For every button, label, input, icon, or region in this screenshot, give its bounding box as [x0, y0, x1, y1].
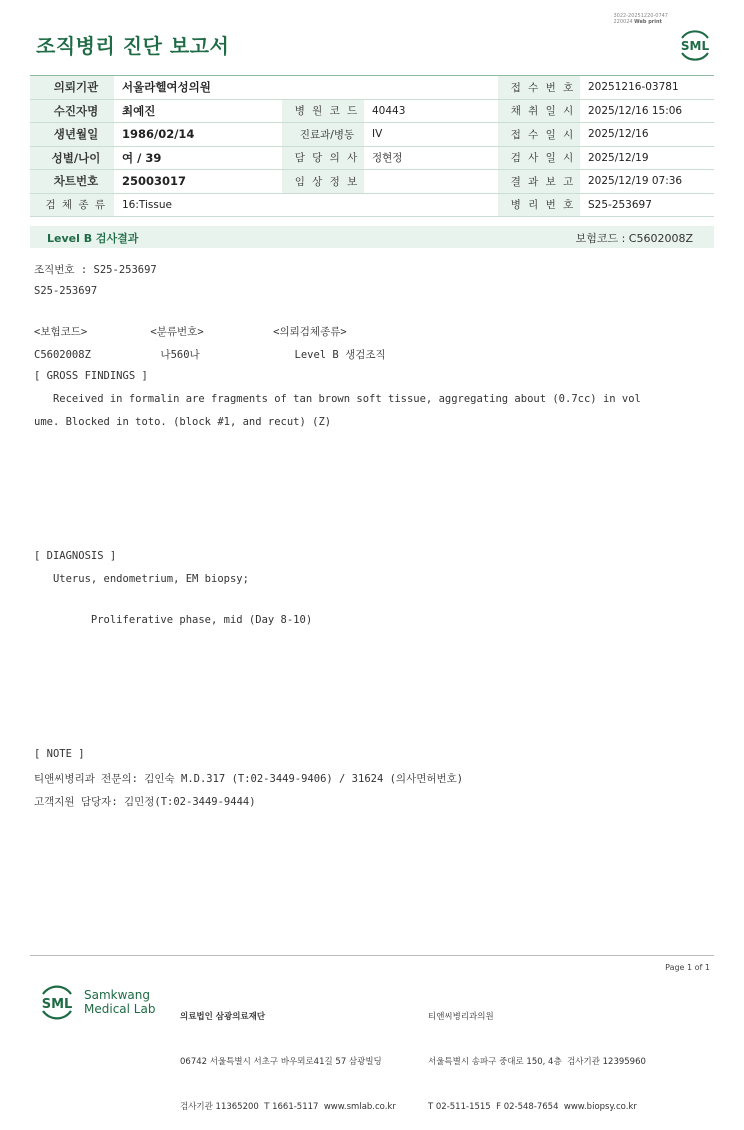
- accept-no-value: 20251216-03781: [580, 76, 714, 100]
- tissue-no-repeat: S25-253697: [34, 285, 98, 297]
- dob-label: 생년월일: [30, 123, 114, 147]
- insurance-code: 보험코드 : C5602008Z: [575, 232, 693, 245]
- result-value: 2025/12/19 07:36: [580, 170, 714, 194]
- info-row: [30, 123, 714, 147]
- chart-label: 차트번호: [30, 170, 114, 194]
- accept-no-label: 접 수 번 호: [498, 76, 580, 100]
- path-no-label: 병 리 번 호: [498, 193, 580, 217]
- sex-age-value: 여 / 39: [114, 146, 282, 170]
- dob-value: 1986/02/14: [114, 123, 282, 147]
- footer-clinic-info: [428, 980, 646, 1130]
- hosp-code-value: 40443: [364, 99, 498, 123]
- specimen-label: 검 체 종 류: [30, 193, 114, 217]
- codes-header: <보험코드> <분류번호> <의뢰검체종류>: [34, 326, 347, 338]
- clinical-value: [364, 170, 498, 194]
- patient-value: 최예진: [114, 99, 282, 123]
- report-title: 조직병리 진단 보고서: [36, 34, 230, 58]
- result-section-header: [30, 226, 714, 248]
- req-org-value: 서울라헬여성의원: [114, 76, 498, 100]
- test-date-value: 2025/12/19: [580, 146, 714, 170]
- sml-footer-logo-icon: [36, 980, 78, 1024]
- test-date-label: 검 사 일 시: [498, 146, 580, 170]
- doctor-label: 담 당 의 사: [282, 146, 364, 170]
- sex-age-label: 성별/나이: [30, 146, 114, 170]
- diagnosis-title: [ DIAGNOSIS ]: [34, 550, 117, 562]
- note-pathologist: 티앤씨병리과 전문의: 김인숙 M.D.317 (T:02-3449-9406) / 31624 (의사면허번호): [34, 773, 464, 785]
- clinical-label: 임 상 정 보: [282, 170, 364, 194]
- dept-value: IV: [364, 123, 498, 147]
- gross-title: [ GROSS FINDINGS ]: [34, 370, 148, 382]
- clinic-name: 티앤씨병리과의원: [428, 1012, 494, 1022]
- tissue-no-line: 조직번호 : S25-253697: [34, 264, 157, 276]
- section-title: Level B 검사결과: [47, 232, 139, 245]
- patient-label: 수진자명: [30, 99, 114, 123]
- note-title: [ NOTE ]: [34, 748, 85, 760]
- specimen-value: 16:Tissue: [114, 193, 498, 217]
- result-label: 결 과 보 고: [498, 170, 580, 194]
- path-no-value: S25-253697: [580, 193, 714, 217]
- clinic-contact: T 02-511-1515 F 02-548-7654 www.biopsy.co.kr: [428, 1102, 637, 1112]
- sml-logo-text: SML: [680, 39, 710, 53]
- footer-lab-info: [180, 980, 396, 1130]
- clinic-address: 서울특별시 송파구 중대로 150, 4층 검사기관 12395960: [428, 1057, 646, 1067]
- accept-date-value: 2025/12/16: [580, 123, 714, 147]
- lab-contact: 검사기관 11365200 T 1661-5117 www.smlab.co.kr: [180, 1102, 396, 1112]
- req-org-label: 의뢰기관: [30, 76, 114, 100]
- footer-brand: [84, 988, 155, 1016]
- note-support: 고객지원 담당자: 김민정(T:02-3449-9444): [34, 796, 256, 808]
- info-row: [30, 76, 714, 100]
- hosp-code-label: 병 원 코 드: [282, 99, 364, 123]
- print-label: Web print: [634, 19, 662, 25]
- dept-label: 진료과/병동: [282, 123, 364, 147]
- collect-label: 채 취 일 시: [498, 99, 580, 123]
- doctor-value: 정현정: [364, 146, 498, 170]
- codes-values: C5602008Z 나560나 Level B 생검조직: [34, 349, 386, 361]
- lab-address: 06742 서울특별시 서초구 바우뫼로41길 57 삼광빌딩: [180, 1057, 382, 1067]
- accept-date-label: 접 수 일 시: [498, 123, 580, 147]
- patient-info-table: [30, 75, 714, 217]
- page-number: Page 1 of 1: [665, 963, 710, 972]
- diagnosis-result: Proliferative phase, mid (Day 8-10): [34, 614, 313, 626]
- info-row: [30, 170, 714, 194]
- print-id-line2: 220024: [613, 19, 633, 25]
- info-row: [30, 99, 714, 123]
- print-id: [613, 13, 668, 25]
- info-row: [30, 146, 714, 170]
- chart-value: 25003017: [114, 170, 282, 194]
- gross-text-2: ume. Blocked in toto. (block #1, and recut) (Z): [34, 416, 332, 428]
- footer-logo-text: SML: [41, 997, 73, 1012]
- collect-value: 2025/12/16 15:06: [580, 99, 714, 123]
- brand-line-1: Samkwang: [84, 988, 150, 1002]
- footer-divider: [30, 955, 714, 956]
- lab-name: 의료법인 삼광의료재단: [180, 1012, 266, 1022]
- sml-logo-icon: [676, 26, 714, 64]
- diagnosis-site: Uterus, endometrium, EM biopsy;: [34, 573, 249, 585]
- info-row: [30, 193, 714, 217]
- brand-line-2: Medical Lab: [84, 1002, 156, 1016]
- gross-text-1: Received in formalin are fragments of tan brown soft tissue, aggregating about (0.7cc) in vol: [34, 393, 641, 405]
- print-id-line1: 3022-20251220-0747: [613, 13, 668, 19]
